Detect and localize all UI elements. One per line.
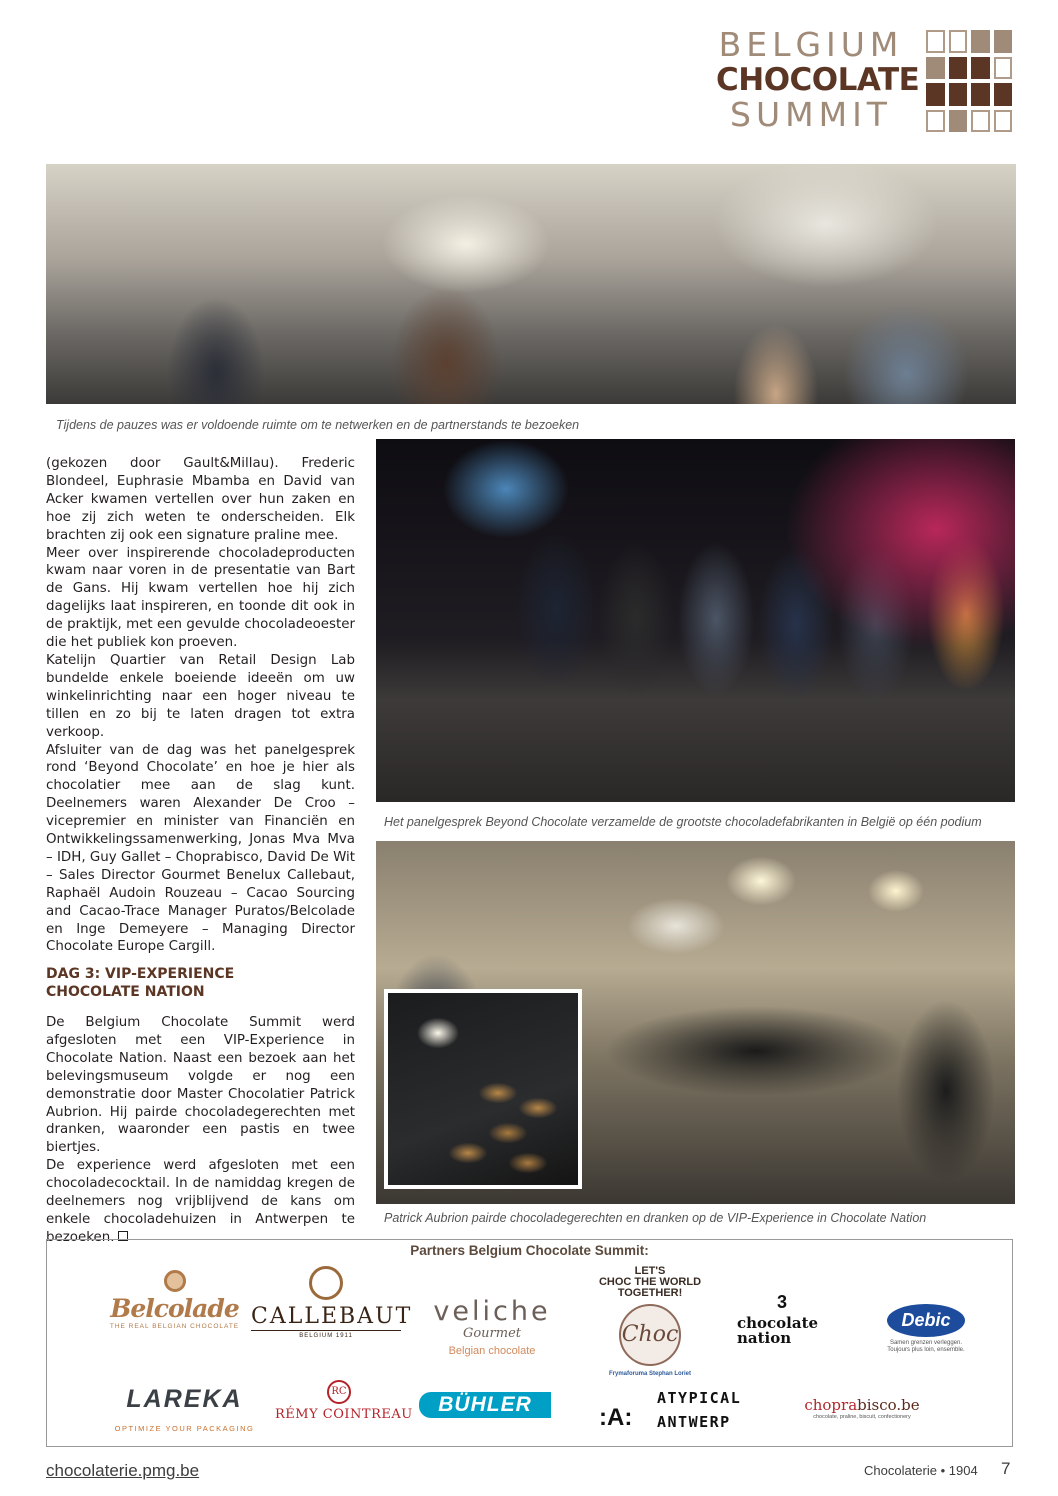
choc-the-world-logo [585,1266,715,1377]
chocolate-nation-mark-icon: 3 [777,1292,788,1312]
networking-photo-caption: Tijdens de pauzes was er voldoende ruimte om te netwerken en de partnerstands te bezoeken [56,418,580,432]
choc-line-3: TOGETHER! [617,1287,683,1299]
summit-logo [716,25,1016,136]
page-number: 7 [1001,1459,1011,1478]
lareka-logo [102,1385,267,1433]
panel-discussion-photo [376,439,1015,802]
article-column-bottom [46,1014,355,1247]
choprabisco-name-c: .be [896,1396,920,1414]
callebaut-emblem-icon [309,1266,343,1300]
article-paragraph: De Belgium Chocolate Summit werd afgesloten met een VIP-Experience in Chocolate Nation. Naast een bezoek aan het belevingsmuseum volgde er nog een demonstratie door Master Chocolatier Patrick Aubrion. Hij pairde chocoladegerechten met dranken, waaronder een pastis en twee biertjes. [46,1015,355,1156]
chocolate-nation-logo [737,1294,847,1346]
choc-sponsors: Frymaforuma Stephan Loriet [608,1371,691,1377]
logo-line-1: BELGIUM [718,25,904,64]
chocolate-nation-line-2: nation [737,1329,792,1347]
partners-title: Partners Belgium Chocolate Summit: [410,1243,649,1258]
chocolate-nation-demo-photo [376,841,1015,1204]
panel-photo-caption: Het panelgesprek Beyond Chocolate verzamelde de grootste chocoladefabrikanten in België op één podium [384,815,982,829]
choc-badge: Choc [619,1304,681,1366]
belcolade-name: Belcolade [110,1294,239,1323]
choc-line-1: LET'S [634,1265,666,1277]
buhler-name: BÜHLER [438,1393,532,1416]
article-paragraph: (gekozen door Gault&Millau). Frederic Blondeel, Euphrasie Mbamba en David van Acker kwamen vertellen over hun zaken en hoe zij zich weten te onderscheiden. Elk brachten zij ook een signature praline mee. [46,456,355,543]
veliche-tagline: Belgian chocolate [448,1345,536,1357]
partners-box [46,1239,1013,1447]
veliche-logo [427,1298,557,1357]
belcolade-tagline: THE REAL BELGIAN CHOCOLATE [109,1323,240,1330]
debic-name: Debic [887,1304,964,1337]
logo-text [716,25,920,134]
networking-photo [46,164,1016,404]
section-heading [46,965,355,1001]
choprabisco-name [787,1396,937,1414]
choprabisco-logo [787,1396,937,1420]
chocolate-nation-line-1: chocolate [737,1314,819,1332]
choprabisco-name-a: chopra [804,1396,858,1414]
logo-chocolate-grid-icon [926,30,1012,132]
remy-rc-icon: RC [327,1380,351,1404]
atypical-antwerp-logo [595,1386,755,1434]
logo-line-3: SUMMIT [730,95,892,134]
choc-line-2: CHOC THE WORLD [598,1276,702,1288]
article-paragraph: Meer over inspirerende chocoladeproducten kwam naar voren in de presentatie van Bart de Gans. Hij kwam vertellen hoe hij zich dagelijks laat inspireren, en toonde dit ook in de praktijk, met een gevulde chocoladeoester die het publiek kon proeven. [46,545,355,651]
atypical-line-1: ATYPICAL [657,1389,742,1407]
atypical-line-2: ANTWERP [657,1413,731,1431]
atypical-a-icon: :A: [599,1404,633,1431]
veliche-name: veliche [433,1296,551,1327]
lareka-tagline: OPTIMIZE YOUR PACKAGING [114,1424,255,1433]
buhler-logo [419,1392,551,1418]
veliche-gourmet: Gourmet [462,1326,522,1341]
debic-tagline-1: Samen grenzen verleggen. [889,1340,963,1346]
logo-line-2: CHOCOLATE [716,62,920,98]
callebaut-logo [251,1266,413,1339]
callebaut-tagline: BELGIUM 1911 [299,1333,353,1339]
article-paragraph: Katelijn Quartier van Retail Design Lab bundelde enkele boeiende ideeën om uw winkelinrichting naar een hoger niveau te tillen en zo bij te laten dragen tot extra verkoop. [46,652,355,740]
lareka-name: LARЕKA [126,1385,243,1413]
heading-line-2: CHOCOLATE NATION [46,984,205,1000]
heading-line-1: DAG 3: VIP-EXPERIENCE [46,966,235,982]
article-column-top [46,455,355,956]
magazine-folio: Chocolaterie • 1904 [864,1463,978,1478]
callebaut-name: CALLEBAUT [251,1304,413,1329]
dessert-inset-photo [384,989,582,1189]
debic-tagline-2: Toujours plus loin, ensemble. [887,1347,965,1353]
article-paragraph: Afsluiter van de dag was het panelgesprek rond ‘Beyond Chocolate’ en hoe je hier als chocolatier mee aan de slag kunt. Deelnemers waren Alexander De Croo – vicepremier en minister van Financiën en Ontwikkelingssamenwerking, Jonas Mva Mva – IDH, Guy Gallet – Choprabisco, David De Wit – Sales Director Gourmet Benelux Callebaut, Raphaël Audoin Rouzeau – Cacao Sourcing and Cacao-Trace Manager Puratos/Belcolade en Inge Demeyere – Managing Director Chocolate Europe Cargill. [46,742,355,955]
article-paragraph-last [46,1157,355,1247]
choprabisco-tagline: chocolate, praline, biscuit, confectionery [813,1414,911,1420]
demo-photo-caption: Patrick Aubrion pairde chocoladegerechten en dranken op de VIP-Experience in Chocolate Nation [384,1211,927,1225]
article-paragraph-text: De experience werd afgesloten met een chocoladecocktail. In de namiddag kregen de deelnemers nog vrijblijvend de kans om enkele chocoladehuizen in Antwerpen te bezoeken. [46,1158,355,1245]
choprabisco-name-b: bisco [857,1396,897,1414]
remy-cointreau-logo [275,1380,413,1422]
website-link[interactable]: chocolaterie.pmg.be [46,1461,200,1480]
debic-logo [871,1304,981,1354]
belcolade-logo [107,1270,242,1330]
belcolade-swirl-icon [164,1270,186,1292]
remy-name: RÉMY COINTREAU [275,1407,413,1422]
